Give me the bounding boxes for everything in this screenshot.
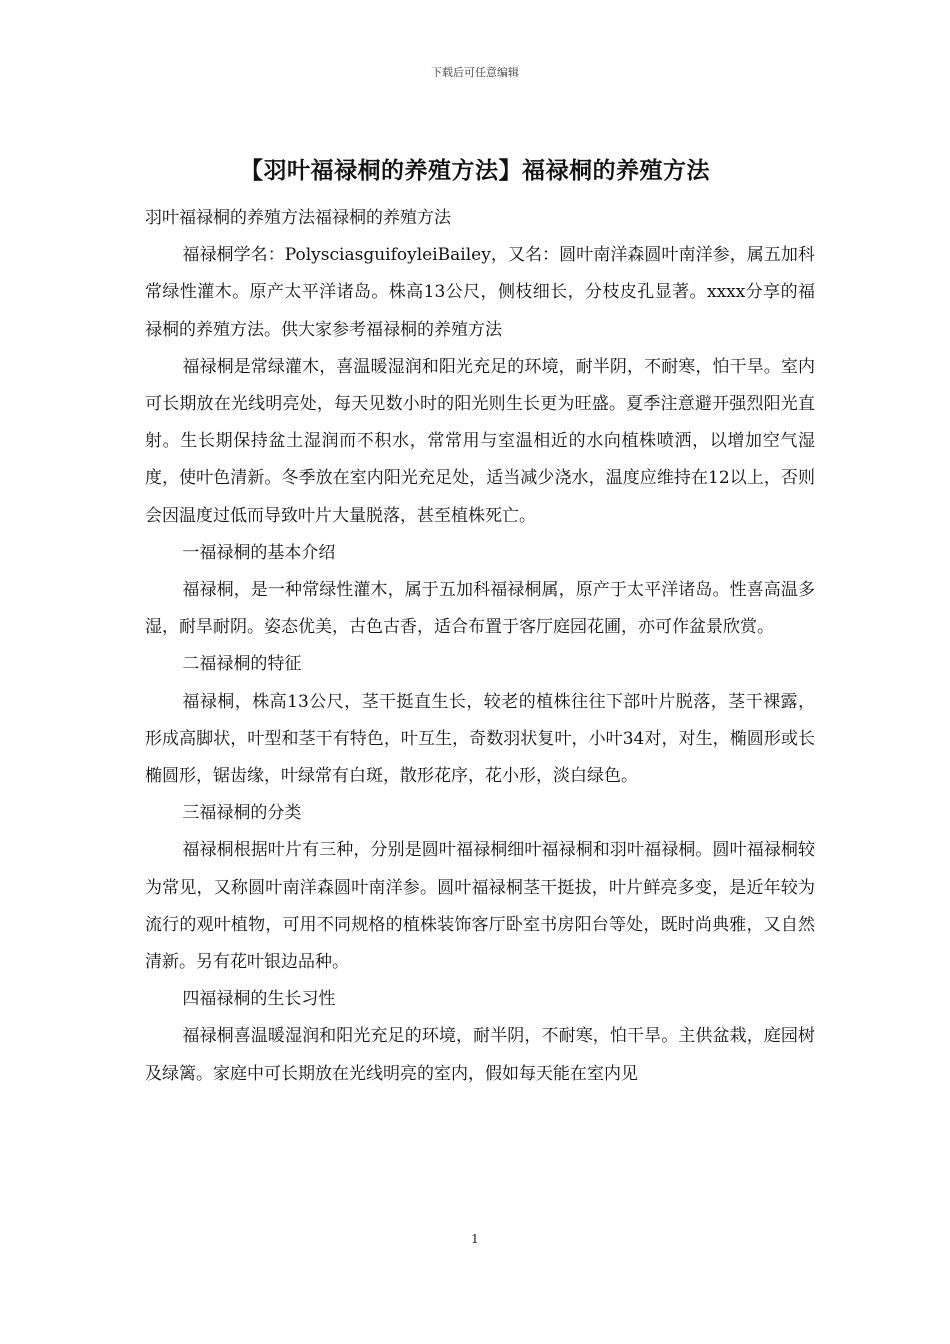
page-header: 下载后可任意编辑 <box>431 66 519 79</box>
page-number: 1 <box>471 1232 479 1246</box>
subtitle-paragraph: 羽叶福禄桐的养殖方法福禄桐的养殖方法 <box>145 208 451 228</box>
section-heading: 三福禄桐的分类 <box>182 803 302 824</box>
body-paragraph: 福禄桐根据叶片有三种，分别是圆叶福禄桐细叶福禄桐和羽叶福禄桐。圆叶福禄桐较为常见，又称圆叶南洋森圆叶南洋参。圆叶福禄桐茎干挺拔，叶片鲜亮多变，是近年较为流行的观叶植物，可用不同规格的植株装饰客厅卧室书房阳台等处，既时尚典雅，又自然清新。另有花叶银边品种。 <box>145 840 815 973</box>
body-paragraph: 福禄桐喜温暖湿润和阳光充足的环境，耐半阴，不耐寒，怕干旱。主供盆栽，庭园树及绿篱。家庭中可长期放在光线明亮的室内，假如每天能在室内见 <box>145 1026 815 1084</box>
body-paragraph: 福禄桐学名：PolysciasguifoyleiBailey，又名：圆叶南洋森圆叶南洋参，属五加科常绿性灌木。原产太平洋诸岛。株高13公尺，侧枝细长，分枝皮孔显著。xxxx分享的福禄桐的养殖方法。供大家参考福禄桐的养殖方法 <box>145 245 815 340</box>
section-heading: 二福禄桐的特征 <box>182 654 302 675</box>
document-body <box>145 200 815 1093</box>
body-paragraph: 福禄桐，是一种常绿性灌木，属于五加科福禄桐属，原产于太平洋诸岛。性喜高温多湿，耐旱耐阴。姿态优美，古色古香，适合布置于客厅庭园花圃，亦可作盆景欣赏。 <box>145 580 815 638</box>
body-paragraph: 福禄桐是常绿灌木，喜温暖湿润和阳光充足的环境，耐半阴，不耐寒，怕干旱。室内可长期放在光线明亮处，每天见数小时的阳光则生长更为旺盛。夏季注意避开强烈阳光直射。生长期保持盆土湿润而不积水，常常用与室温相近的水向植株喷洒，以增加空气湿度，使叶色清新。冬季放在室内阳光充足处，适当减少浇水，温度应维持在12以上，否则会因温度过低而导致叶片大量脱落，甚至植株死亡。 <box>145 356 815 526</box>
section-heading: 一福禄桐的基本介绍 <box>182 542 336 563</box>
section-heading: 四福禄桐的生长习性 <box>182 989 336 1010</box>
body-paragraph: 福禄桐，株高13公尺，茎干挺直生长，较老的植株往往下部叶片脱落，茎干裸露，形成高脚状，叶型和茎干有特色，叶互生，奇数羽状复叶，小叶34对，对生，椭圆形或长椭圆形，锯齿缘，叶绿常有白斑，散形花序，花小形，淡白绿色。 <box>145 691 815 787</box>
document-title: 【羽叶福禄桐的养殖方法】福禄桐的养殖方法 <box>240 157 710 184</box>
